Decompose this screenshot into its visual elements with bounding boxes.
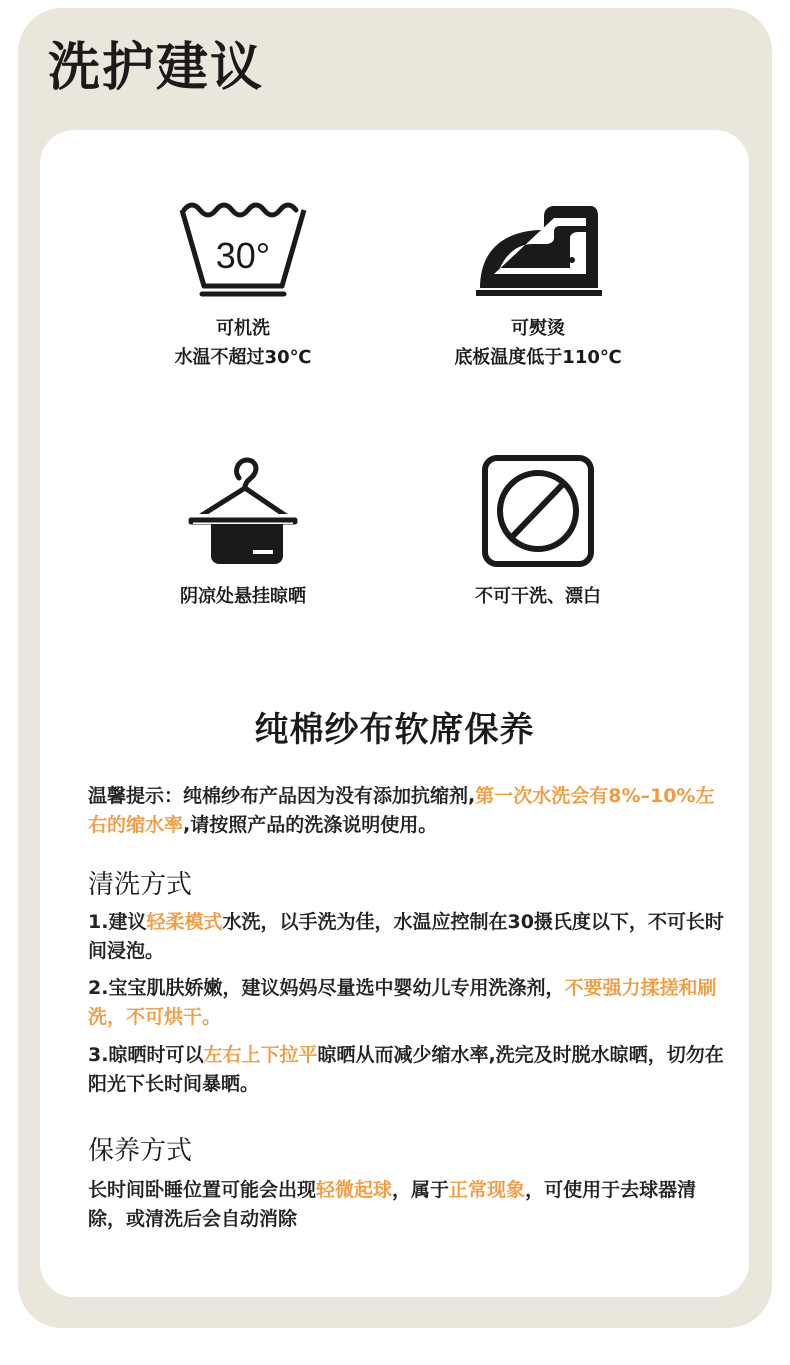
care-label-title: 可熨烫 <box>511 318 565 339</box>
care-label-title: 可机洗 <box>216 318 270 339</box>
care-card <box>40 130 749 1297</box>
tip-paragraph: 温馨提示：纯棉纱布产品因为没有添加抗缩剂,第一次水洗会有8%–10%左右的缩水率,请按照产品的洗涤说明使用。 <box>88 785 715 836</box>
page-title: 洗护建议 <box>48 38 265 98</box>
care-item-iron <box>388 202 688 372</box>
iron-icon <box>470 202 606 298</box>
care-label-detail: 底板温度低于110℃ <box>454 347 622 368</box>
maintenance-heading: 保养方式 <box>88 1136 193 1166</box>
care-item-hang <box>93 456 393 611</box>
care-label-detail: 水温不超过30℃ <box>174 347 312 368</box>
hang-dry-shade-icon <box>183 456 303 568</box>
care-label-title: 不可干洗、漂白 <box>475 586 601 607</box>
section-title: 纯棉纱布软席保养 <box>254 710 535 750</box>
no-dry-clean-icon <box>481 454 595 568</box>
care-item-wash <box>93 202 393 372</box>
maintenance-paragraph: 长时间卧睡位置可能会出现轻微起球，属于正常现象，可使用于去球器清除，或清洗后会自动消除 <box>88 1179 697 1230</box>
care-item-no-dry-clean <box>388 454 688 611</box>
cleaning-heading: 清洗方式 <box>88 870 193 900</box>
care-label-title: 阴凉处悬挂晾晒 <box>180 586 306 607</box>
cleaning-item-2: 2.宝宝肌肤娇嫩，建议妈妈尽量选中婴幼儿专用洗涤剂，不要强力揉搓和刷洗，不可烘干。 <box>88 977 717 1028</box>
svg-text:30°: 30° <box>215 235 271 276</box>
cleaning-item-3: 3.晾晒时可以左右上下拉平晾晒从而减少缩水率,洗完及时脱水晾晒，切勿在阳光下长时间暴晒。 <box>88 1044 724 1095</box>
wash-30c-icon <box>178 202 308 298</box>
cleaning-item-1: 1.建议轻柔模式水洗，以手洗为佳，水温应控制在30摄氏度以下，不可长时间浸泡。 <box>88 911 724 962</box>
